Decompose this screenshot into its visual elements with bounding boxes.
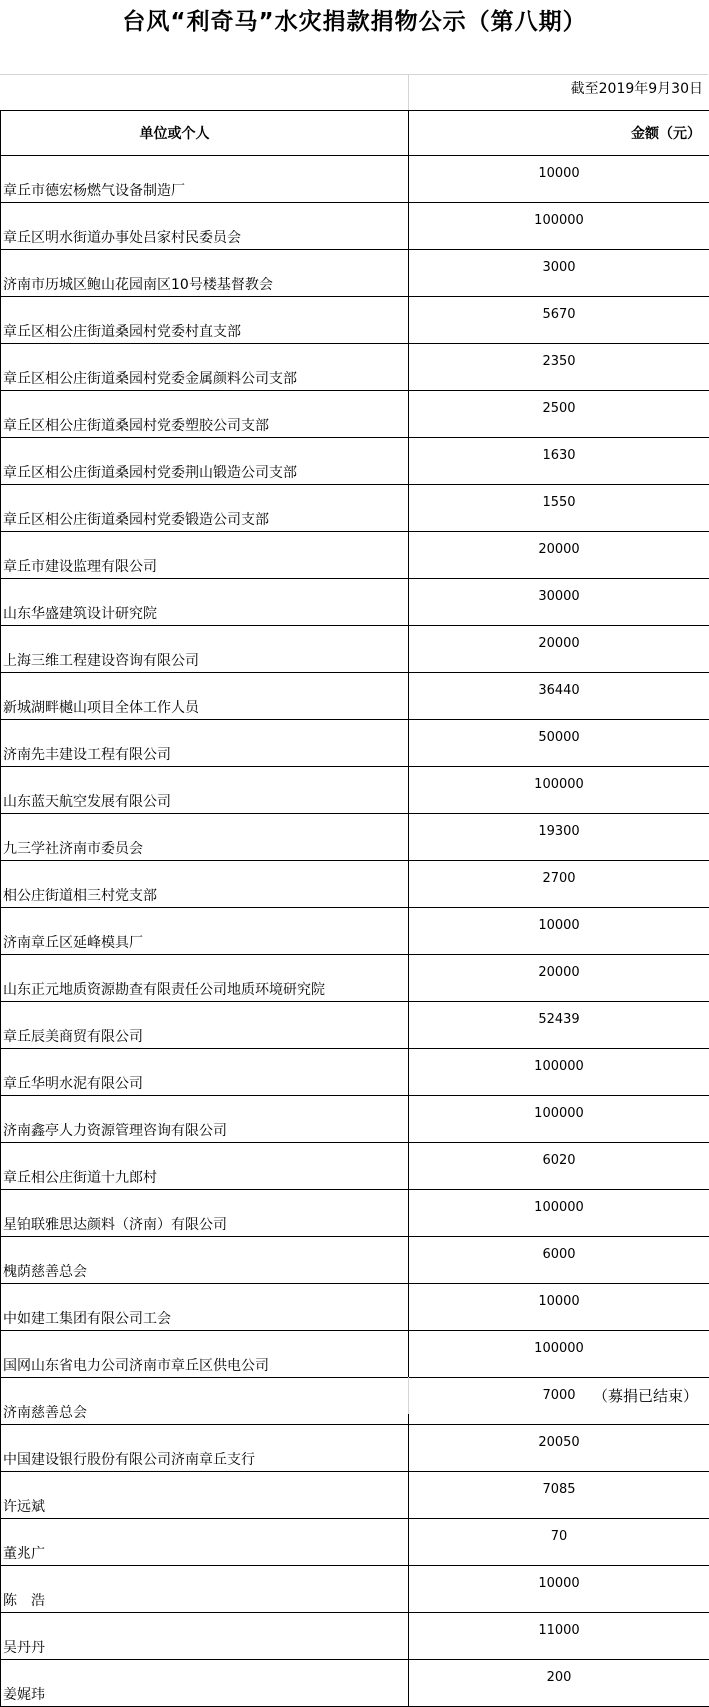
- table-row: [1, 1519, 709, 1566]
- table-row: [1, 1237, 709, 1284]
- table-row: [1, 1566, 709, 1613]
- table-body: [1, 156, 709, 1707]
- table-row: [1, 1425, 709, 1472]
- donation-amount: 20000: [409, 532, 709, 579]
- donor-name: 山东蓝天航空发展有限公司: [1, 767, 409, 814]
- donor-name: 章丘区明水街道办事处吕家村民委员会: [1, 203, 409, 250]
- donation-amount: 100000: [409, 767, 709, 814]
- table-row: [1, 908, 709, 955]
- table-row: [1, 1331, 709, 1378]
- header-name: 单位或个人: [1, 111, 409, 156]
- cell-divider: [408, 1377, 409, 1414]
- donor-name: 章丘市建设监理有限公司: [1, 532, 409, 579]
- donation-amount: 36440: [409, 673, 709, 720]
- donor-name: 章丘市德宏杨燃气设备制造厂: [1, 156, 409, 203]
- donor-name: 九三学社济南市委员会: [1, 814, 409, 861]
- table-row: [1, 391, 709, 438]
- donor-name: 姜娓玮: [1, 1660, 409, 1707]
- table-row: [1, 955, 709, 1002]
- table-row: [1, 1143, 709, 1190]
- donor-name: 陈 浩: [1, 1566, 409, 1613]
- donation-amount: 100000: [409, 203, 709, 250]
- table-row: [1, 1049, 709, 1096]
- donation-amount: 20050: [409, 1425, 709, 1472]
- donor-name: 济南先丰建设工程有限公司: [1, 720, 409, 767]
- table-header-row: [1, 111, 709, 156]
- page-title: 台风“利奇马”水灾捐款捐物公示（第八期）: [0, 0, 709, 74]
- donor-name: 中国建设银行股份有限公司济南章丘支行: [1, 1425, 409, 1472]
- donation-amount: 10000: [409, 908, 709, 955]
- table-row: [1, 1002, 709, 1049]
- donor-name: 新城湖畔樾山项目全体工作人员: [1, 673, 409, 720]
- donor-name: 山东华盛建筑设计研究院: [1, 579, 409, 626]
- donor-name: 济南市历城区鲍山花园南区10号楼基督教会: [1, 250, 409, 297]
- table-row: [1, 485, 709, 532]
- donation-amount: 2350: [409, 344, 709, 391]
- donor-name: 章丘相公庄街道十九郎村: [1, 1143, 409, 1190]
- donation-amount: 10000: [409, 1284, 709, 1331]
- donor-name: 国网山东省电力公司济南市章丘区供电公司: [1, 1331, 409, 1378]
- table-row: [1, 626, 709, 673]
- donation-amount: 7000: [409, 1378, 709, 1425]
- as-of-date: 截至2019年9月30日: [571, 75, 703, 103]
- donation-amount: 100000: [409, 1049, 709, 1096]
- table-row: [1, 861, 709, 908]
- donor-name: 章丘区相公庄街道桑园村党委村直支部: [1, 297, 409, 344]
- donor-name: 济南章丘区延峰模具厂: [1, 908, 409, 955]
- donation-amount: 10000: [409, 156, 709, 203]
- table-row: [1, 1284, 709, 1331]
- header-amount: 金额（元）: [409, 111, 709, 156]
- donation-amount: 20000: [409, 626, 709, 673]
- donor-name: 中如建工集团有限公司工会: [1, 1284, 409, 1331]
- footer-row: [0, 1377, 708, 1414]
- donation-amount: 10000: [409, 1566, 709, 1613]
- table-row: [1, 673, 709, 720]
- donation-amount: 7085: [409, 1472, 709, 1519]
- donor-name: 槐荫慈善总会: [1, 1237, 409, 1284]
- donation-amount: 1550: [409, 485, 709, 532]
- donor-name: 山东正元地质资源勘查有限责任公司地质环境研究院: [1, 955, 409, 1002]
- donation-amount: 1630: [409, 438, 709, 485]
- donation-amount: 52439: [409, 1002, 709, 1049]
- donor-name: 许远斌: [1, 1472, 409, 1519]
- table-row: [1, 203, 709, 250]
- donation-amount: 19300: [409, 814, 709, 861]
- donor-name: 上海三维工程建设咨询有限公司: [1, 626, 409, 673]
- donation-table: [0, 110, 709, 1707]
- table-row: [1, 1190, 709, 1237]
- donor-name: 章丘区相公庄街道桑园村党委锻造公司支部: [1, 485, 409, 532]
- donation-amount: 100000: [409, 1190, 709, 1237]
- table-row: [1, 532, 709, 579]
- donor-name: 董兆广: [1, 1519, 409, 1566]
- donor-name: 章丘区相公庄街道桑园村党委荆山锻造公司支部: [1, 438, 409, 485]
- donor-name: 星铂联雅思达颜料（济南）有限公司: [1, 1190, 409, 1237]
- donation-amount: 2700: [409, 861, 709, 908]
- donation-amount: 100000: [409, 1096, 709, 1143]
- donor-name: 济南鑫亭人力资源管理咨询有限公司: [1, 1096, 409, 1143]
- donation-amount: 6000: [409, 1237, 709, 1284]
- table-row: [1, 344, 709, 391]
- table-row: [1, 156, 709, 203]
- table-row: [1, 579, 709, 626]
- donation-amount: 30000: [409, 579, 709, 626]
- table-row: [1, 250, 709, 297]
- donor-name: 相公庄街道相三村党支部: [1, 861, 409, 908]
- cell-divider: [408, 75, 409, 111]
- table-row: [1, 1613, 709, 1660]
- table-row: [1, 1096, 709, 1143]
- table-row: [1, 720, 709, 767]
- table-row: [1, 1660, 709, 1707]
- donor-name: 章丘华明水泥有限公司: [1, 1049, 409, 1096]
- table-row: [1, 1472, 709, 1519]
- donation-amount: 70: [409, 1519, 709, 1566]
- donation-amount: 3000: [409, 250, 709, 297]
- donation-amount: 11000: [409, 1613, 709, 1660]
- table-row: [1, 297, 709, 344]
- donation-amount: 200: [409, 1660, 709, 1707]
- donation-amount: 2500: [409, 391, 709, 438]
- donor-name: 章丘区相公庄街道桑园村党委金属颜料公司支部: [1, 344, 409, 391]
- donation-amount: 20000: [409, 955, 709, 1002]
- table-row: [1, 767, 709, 814]
- donor-name: 吴丹丹: [1, 1613, 409, 1660]
- donor-name: 济南慈善总会: [1, 1378, 409, 1425]
- donation-amount: 5670: [409, 297, 709, 344]
- donation-amount: 100000: [409, 1331, 709, 1378]
- donation-amount: 6020: [409, 1143, 709, 1190]
- table-row: [1, 814, 709, 861]
- date-row: [0, 74, 708, 111]
- donor-name: 章丘区相公庄街道桑园村党委塑胶公司支部: [1, 391, 409, 438]
- fundraising-ended-note: （募捐已结束）: [593, 1385, 698, 1406]
- table-row: [1, 438, 709, 485]
- donor-name: 章丘辰美商贸有限公司: [1, 1002, 409, 1049]
- donation-amount: 50000: [409, 720, 709, 767]
